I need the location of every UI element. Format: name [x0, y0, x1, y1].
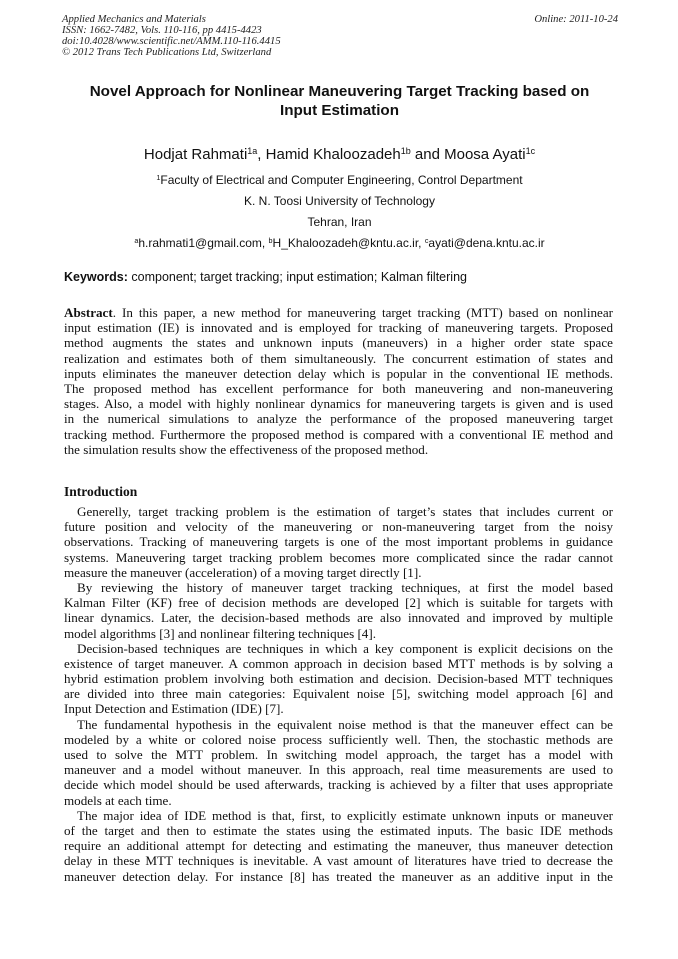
- keywords: [64, 270, 467, 284]
- affiliation-department: Faculty of Electrical and Computer Engineering, Control Department: [160, 173, 523, 187]
- email-separator: ,: [261, 236, 269, 250]
- author-affiliation-sup: 1a: [247, 146, 258, 157]
- abstract-line: method augments the states and unknown inputs (maneuvers) in a higher order state space: [64, 335, 613, 351]
- title-line-1: Novel Approach for Nonlinear Maneuvering Target Tracking based on: [89, 83, 590, 100]
- email-separator: ,: [418, 236, 425, 250]
- email-link[interactable]: ayati@dena.kntu.ac.ir: [428, 236, 545, 250]
- author-separator: ,: [257, 146, 266, 163]
- author-name: Hamid Khaloozadeh: [265, 146, 401, 163]
- introduction-line: The major idea of IDE method is that, first, to explicitly estimate unknown inputs or maneuver: [77, 807, 613, 823]
- introduction-line: systems. Maneuvering target tracking problem becomes more complicated since the radar cannot: [64, 549, 613, 565]
- author-affiliation-sup: 1b: [400, 146, 411, 157]
- issn-line: ISSN: 1662-7482, Vols. 110-116, pp 4415-4423: [62, 25, 262, 36]
- journal-header: [62, 14, 281, 58]
- introduction-line: models at each time.: [64, 792, 172, 808]
- email-sup: a: [134, 236, 139, 246]
- abstract-line: in the numerical simulations to analyze the performance of the proposed maneuvering target: [64, 411, 613, 427]
- author-name: Moosa Ayati: [444, 146, 526, 163]
- introduction-line: observations. Tracking of maneuvering targets is one of the most important problems in guidance: [64, 534, 613, 550]
- introduction-line: measure the maneuver (acceleration) of a moving target directly [1].: [64, 564, 422, 580]
- section-heading-introduction: Introduction: [64, 484, 138, 499]
- abstract-line: The proposed method has excellent performance for both maneuvering and non-maneuvering: [64, 380, 613, 396]
- abstract-line: realization and estimates both of them simultaneously. The concurrent estimation of states and: [64, 350, 613, 366]
- introduction-line: existence of target maneuver. A common approach in decision based MTT methods is by solving a: [64, 655, 613, 671]
- author-separator: and: [410, 146, 445, 163]
- author-affiliation-sup: 1c: [525, 146, 536, 157]
- affiliation-university: K. N. Toosi University of Technology: [244, 194, 435, 208]
- abstract-label: Abstract: [64, 305, 113, 320]
- online-date: Online: 2011-10-24: [534, 14, 618, 25]
- journal-name: Applied Mechanics and Materials: [62, 14, 206, 25]
- abstract-line: tracking method. Furthermore the proposed method is compared with a conventional IE method and: [64, 426, 613, 442]
- author-name: Hodjat Rahmati: [143, 146, 248, 163]
- introduction-body: [64, 504, 613, 884]
- introduction-line: of the target and then to estimate the states using the estimated inputs. The basic IDE methods: [64, 822, 613, 838]
- introduction-line: maneuver detection delay. For instance [8] has treated the maneuver as an additive input in the: [64, 868, 613, 884]
- keywords-text: component; target tracking; input estimation; Kalman filtering: [127, 270, 467, 284]
- author-list: [62, 146, 617, 164]
- abstract-line: inputs eliminates the maneuver detection delay which is popular in the conventional IE methods.: [64, 365, 613, 381]
- author-emails: [62, 236, 617, 250]
- abstract-line: stages. Also, a model with highly nonlinear dynamics for maneuvering targets is given and is used: [64, 396, 613, 412]
- introduction-line: decide which model should be used afterwards, tracking is achieved by a filter that uses appropriate: [64, 777, 613, 793]
- introduction-line: hybrid estimation problem involving both estimation and decision. Decision-based MTT techniques: [64, 671, 613, 687]
- email-link[interactable]: H_Khaloozadeh@kntu.ac.ir: [272, 236, 419, 250]
- introduction-line: Generelly, target tracking problem is the estimation of target’s states that includes current or: [77, 504, 613, 519]
- abstract: [64, 305, 613, 457]
- affiliation-sup: 1: [156, 173, 161, 183]
- email-sup: b: [268, 236, 273, 246]
- copyright-line: © 2012 Trans Tech Publications Ltd, Switzerland: [62, 47, 272, 58]
- introduction-line: model algorithms [3] and nonlinear filtering techniques [4].: [64, 625, 376, 641]
- keywords-label: Keywords:: [64, 270, 128, 284]
- abstract-line: input estimation (IE) is innovated and is employed for tracking of maneuvering targets. Proposed: [64, 320, 613, 336]
- introduction-line: modeled by a white or colored noise process sufficiently well. Then, the stochastic methods are: [64, 731, 613, 747]
- doi-line: doi:10.4028/www.scientific.net/AMM.110-116.4415: [62, 36, 281, 47]
- email-link[interactable]: h.rahmati1@gmail.com: [138, 236, 262, 250]
- introduction-line: delay in these MTT techniques is inevitable. A vast amount of literatures have tried to decrease the: [64, 853, 613, 869]
- affiliation-department-line: [62, 173, 617, 187]
- introduction-line: maneuver and a model without maneuver. In this approach, real time measurements are used to: [64, 762, 613, 778]
- abstract-line: [64, 305, 613, 320]
- title-line-2: Input Estimation: [280, 102, 399, 119]
- introduction-line: Input Detection and Estimation (IDE) [7].: [64, 701, 284, 717]
- abstract-line: the simulation results show the effectiveness of the proposed method.: [64, 441, 429, 457]
- introduction-line: Kalman Filter (KF) free of decision methods are developed [2] which is suitable for targets with: [64, 595, 613, 611]
- affiliation-location: Tehran, Iran: [307, 215, 372, 229]
- introduction-line: Decision-based techniques are techniques in which a key component is explicit decisions on the: [77, 640, 613, 656]
- email-sup: c: [424, 236, 429, 246]
- introduction-line: future position and velocity of the maneuvering or non-maneuvering target from the noisy: [64, 519, 613, 535]
- introduction-line: linear dynamics. Later, the decision-based methods are also innovated and improved by multiple: [64, 610, 613, 626]
- introduction-line: used to solve the MTT problem. In switching model approach, the target has a model with: [64, 747, 613, 762]
- introduction-line: By reviewing the history of maneuver target tracking techniques, at first the model based: [77, 579, 613, 595]
- abstract-text: . In this paper, a new method for maneuvering target tracking (MTT) based on nonlinear: [112, 305, 613, 320]
- paper-title: [62, 82, 617, 120]
- introduction-line: require an additional attempt for detecting and estimating the maneuver, thus maneuver detection: [64, 838, 613, 854]
- introduction-line: The fundamental hypothesis in the equivalent noise method is that the maneuver effect can be: [77, 716, 613, 732]
- introduction-line: are divided into three main categories: Equivalent noise [5], switching model approach [6] and: [64, 686, 613, 702]
